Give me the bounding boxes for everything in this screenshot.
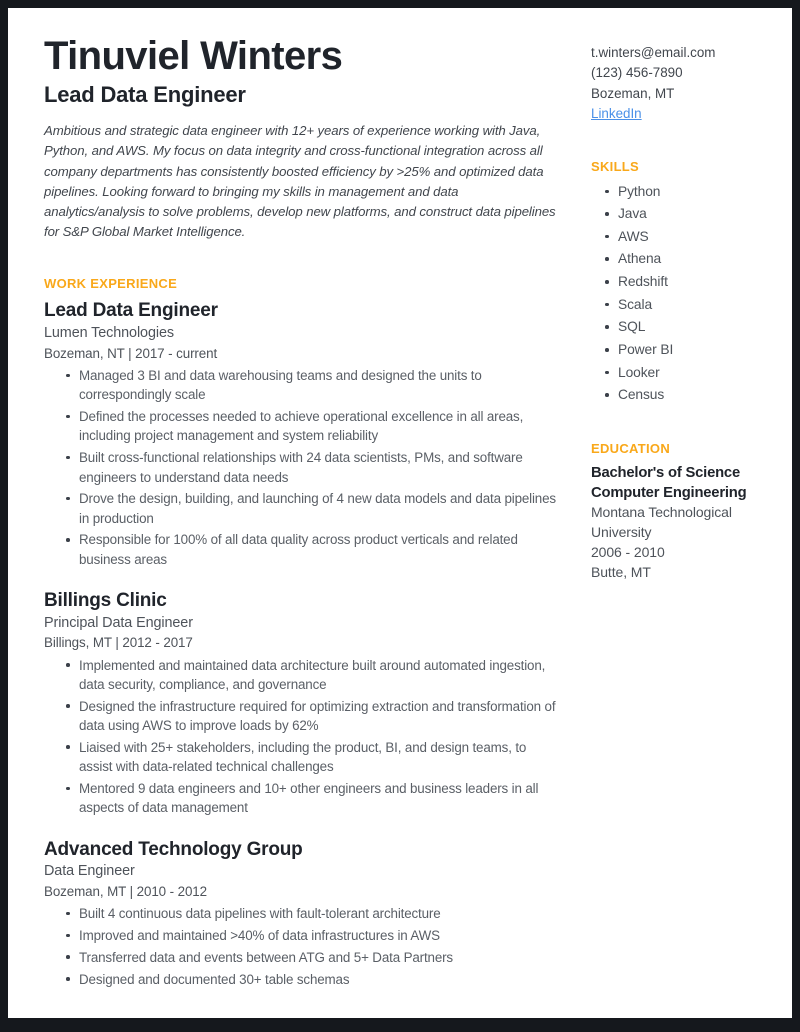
- skills-list: [591, 182, 762, 406]
- skill-item: Java: [605, 204, 762, 224]
- skill-item: Python: [605, 182, 762, 202]
- work-entry-bullets: [44, 656, 556, 818]
- work-entry: [44, 589, 556, 818]
- contact-block: [591, 35, 762, 125]
- bullet-item: Built 4 continuous data pipelines with fault-tolerant architecture: [66, 904, 556, 923]
- work-entry-meta: Billings, MT | 2012 - 2017: [44, 635, 193, 651]
- education-school-line-2: University: [591, 523, 652, 540]
- skill-item: Census: [605, 385, 762, 405]
- education-location: Butte, MT: [591, 563, 651, 580]
- skill-item: SQL: [605, 317, 762, 337]
- skill-item: Athena: [605, 249, 762, 269]
- skill-item: Looker: [605, 363, 762, 383]
- linkedin-link[interactable]: LinkedIn: [591, 106, 642, 122]
- skill-item: AWS: [605, 227, 762, 247]
- contact-location: Bozeman, MT: [591, 85, 675, 101]
- candidate-headline: Lead Data Engineer: [44, 82, 246, 108]
- work-entry-bullets: [44, 366, 556, 569]
- work-entry-meta: Bozeman, MT | 2010 - 2012: [44, 883, 207, 899]
- contact-email: t.winters@email.com: [591, 45, 716, 60]
- resume-layout: [8, 8, 792, 1018]
- work-entry-primary: Billings Clinic: [44, 590, 167, 611]
- work-entry-primary: Advanced Technology Group: [44, 838, 303, 860]
- bullet-item: Defined the processes needed to achieve operational excellence in all areas, including project management and system reliability: [66, 407, 556, 446]
- sidebar-column: [556, 35, 762, 1018]
- bullet-item: Designed the infrastructure required for optimizing extraction and transformation of data using AWS to improve loads by 62%: [66, 697, 556, 736]
- education-degree-line-2: Computer Engineering: [591, 484, 747, 501]
- skill-item: Redshift: [605, 272, 762, 292]
- work-experience-section: [44, 276, 556, 989]
- work-entry-primary: Lead Data Engineer: [44, 300, 218, 322]
- education-school-line-1: Montana Technological: [591, 503, 732, 520]
- work-entry-secondary: Principal Data Engineer: [44, 614, 193, 631]
- education-degree-line-1: Bachelor's of Science: [591, 465, 740, 482]
- bullet-item: Responsible for 100% of all data quality across product verticals and related business areas: [66, 530, 556, 569]
- candidate-name: Tinuviel Winters: [44, 34, 343, 78]
- bullet-item: Transferred data and events between ATG and 5+ Data Partners: [66, 948, 556, 967]
- skill-item: Scala: [605, 295, 762, 315]
- work-experience-heading: WORK EXPERIENCE: [44, 276, 178, 292]
- professional-summary: Ambitious and strategic data engineer with 12+ years of experience working with Java, Python, and AWS. My focus on data integrity and cross-functional integration across all company departments has consistently boosted efficiency by >25% and optimized data pipelines. Looking forward to bringing my skills in management and data analytics/analysis to solve problems, develop new platforms, and construct data pipelines for S&P Global Market Intelligence.: [44, 123, 556, 240]
- education-heading: EDUCATION: [591, 441, 671, 457]
- work-entry-meta: Bozeman, NT | 2017 - current: [44, 345, 218, 361]
- work-entry-secondary: Lumen Technologies: [44, 324, 174, 341]
- bullet-item: Liaised with 25+ stakeholders, including the product, BI, and design teams, to assist with data-related technical challenges: [66, 738, 556, 777]
- bullet-item: Mentored 9 data engineers and 10+ other engineers and business leaders in all aspects of data management: [66, 779, 556, 818]
- work-entry: [44, 838, 556, 989]
- resume-page: [8, 8, 792, 1018]
- bullet-item: Managed 3 BI and data warehousing teams and designed the units to correspondingly scale: [66, 366, 556, 405]
- bullet-item: Drove the design, building, and launching of 4 new data models and data pipelines in production: [66, 489, 556, 528]
- bullet-item: Implemented and maintained data architecture built around automated ingestion, data security, compliance, and governance: [66, 656, 556, 695]
- education-section: [591, 441, 762, 582]
- main-column: [44, 35, 556, 1018]
- bullet-item: Improved and maintained >40% of data infrastructures in AWS: [66, 926, 556, 945]
- work-entry-secondary: Data Engineer: [44, 863, 135, 880]
- bullet-item: Built cross-functional relationships with 24 data scientists, PMs, and software engineers to understand data needs: [66, 448, 556, 487]
- bullet-item: Designed and documented 30+ table schemas: [66, 970, 556, 989]
- contact-phone: (123) 456-7890: [591, 65, 683, 81]
- resume-header: [44, 35, 556, 242]
- education-years: 2006 - 2010: [591, 543, 665, 560]
- skills-section: [591, 159, 762, 406]
- work-entry-bullets: [44, 904, 556, 989]
- work-entry: [44, 299, 556, 569]
- skill-item: Power BI: [605, 340, 762, 360]
- skills-heading: SKILLS: [591, 158, 640, 174]
